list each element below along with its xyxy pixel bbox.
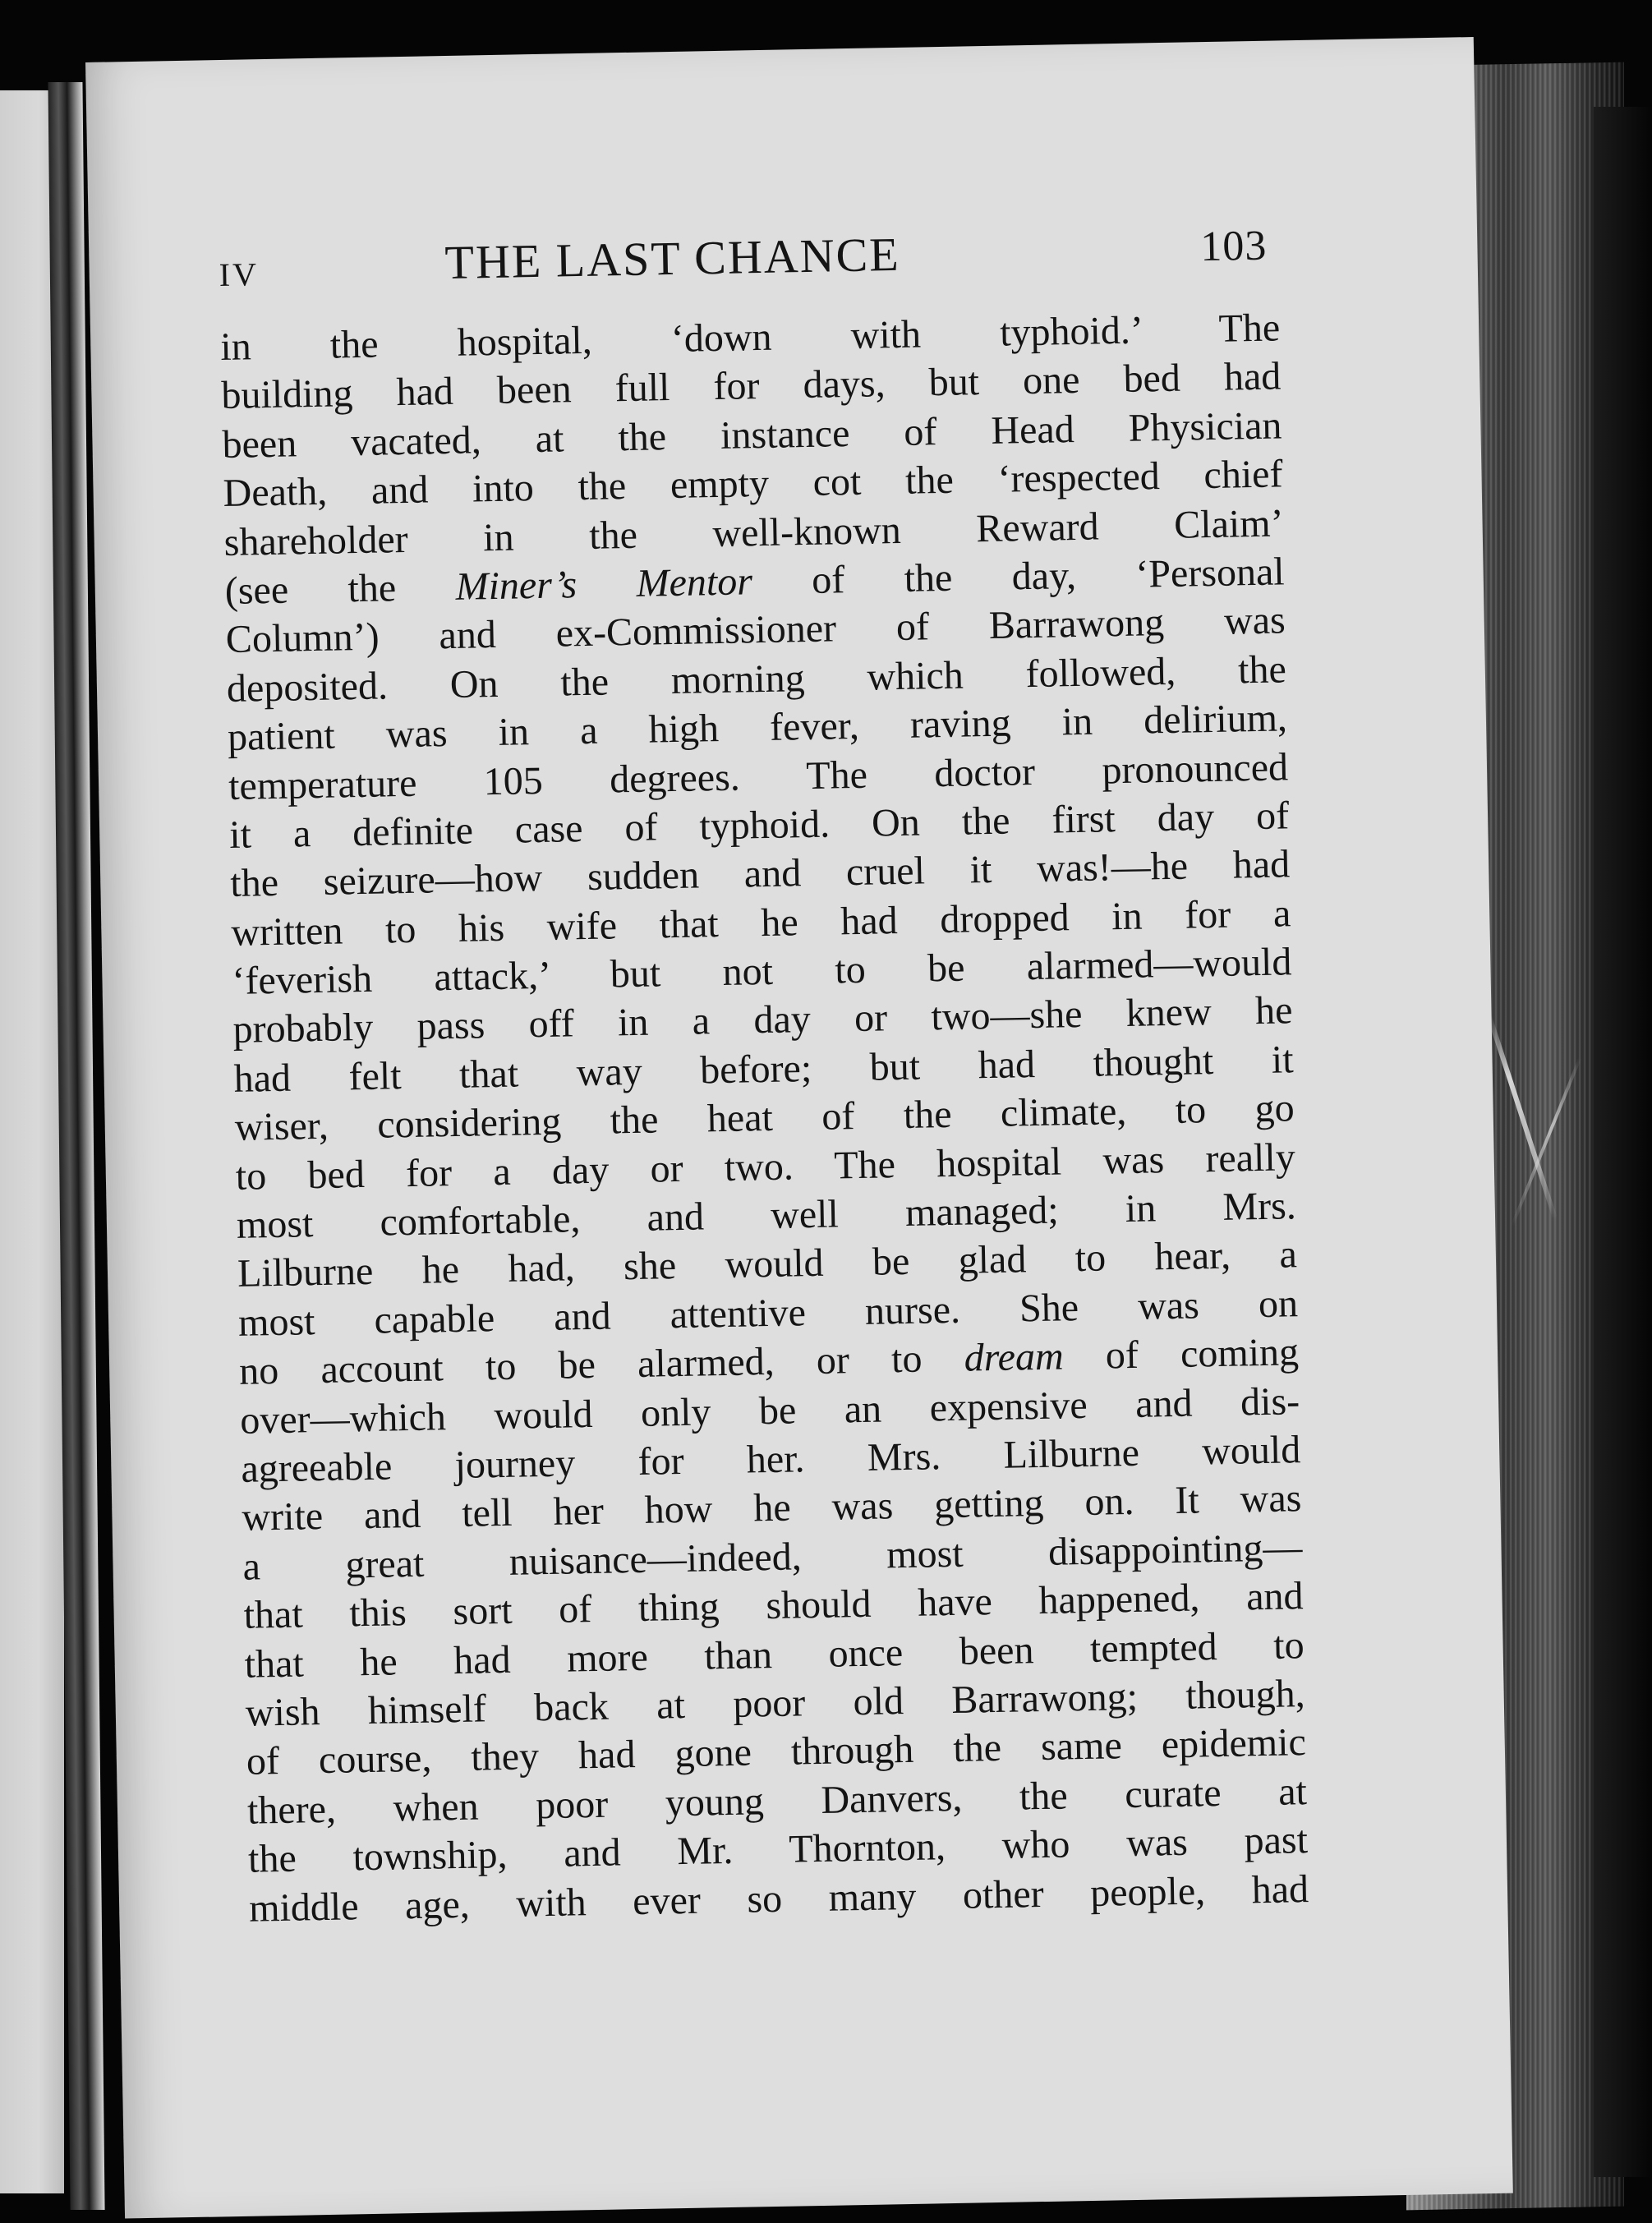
text-line: a great nuisance—indeed, most disappointing— — [242, 1525, 1303, 1589]
scan-background-right — [1594, 107, 1652, 2177]
text-line: the seizure—how sudden and cruel it was!—he had — [229, 842, 1291, 906]
text-line: that this sort of thing should have happened, and — [243, 1574, 1304, 1637]
text-line: Lilburne he had, she would be glad to hear, a — [237, 1232, 1298, 1296]
text-run: of the day, ‘Personal — [752, 550, 1286, 604]
text-run: of coming — [1063, 1330, 1300, 1378]
text-line: Death, and into the empty cot the ‘respected chief — [223, 452, 1283, 516]
body-text — [220, 303, 1309, 1932]
text-line: there, when poor young Danvers, the curate at — [246, 1769, 1308, 1833]
text-line: over—which would only be an expensive and dis- — [239, 1378, 1300, 1443]
text-line: been vacated, at the instance of Head Physician — [222, 403, 1282, 467]
chapter-number: IV — [219, 255, 260, 294]
text-line: that he had more than once been tempted to — [244, 1622, 1305, 1687]
text-line: temperature 105 degrees. The doctor pronounced — [228, 744, 1289, 808]
text-line: shareholder in the well-known Reward Claim’ — [223, 500, 1285, 564]
text-line: agreeable journey for her. Mrs. Lilburne would — [240, 1428, 1301, 1491]
text-line: most capable and attentive nurse. She was on — [237, 1282, 1299, 1345]
text-run: no account to be alarmed, or to — [238, 1336, 965, 1394]
text-line: middle age, with ever so many other people, had — [248, 1866, 1309, 1931]
page-number: 103 — [1199, 222, 1268, 271]
text-line: the township, and Mr. Thornton, who was past — [247, 1818, 1309, 1881]
text-line: Column’) and ex-Commissioner of Barrawong was — [225, 598, 1286, 662]
text-line: written to his wife that he had dropped in for a — [230, 891, 1291, 955]
text-line: in the hospital, ‘down with typhoid.’ The — [219, 306, 1281, 370]
text-line: had felt that way before; but had thought it — [233, 1038, 1294, 1101]
text-line: to bed for a day or two. The hospital was really — [235, 1135, 1296, 1199]
text-line: deposited. On the morning which followed, the — [226, 647, 1287, 711]
text-line: ‘feverish attack,’ but not to be alarmed—would — [232, 940, 1292, 1003]
text-line: building had been full for days, but one bed had — [220, 354, 1282, 418]
text-line: probably pass off in a day or two—she knew he — [232, 988, 1293, 1052]
text-line: wiser, considering the heat of the climate, to go — [234, 1086, 1295, 1150]
book-page — [85, 37, 1513, 2219]
text-line: it a definite case of typhoid. On the first day of — [228, 794, 1290, 857]
italic-text: dream — [964, 1334, 1065, 1380]
text-line: most comfortable, and well managed; in Mrs. — [236, 1184, 1297, 1247]
text-line: write and tell her how he was getting on. It was — [242, 1476, 1302, 1540]
running-head — [219, 213, 1279, 306]
text-line: of course, they had gone through the same epidemic — [246, 1720, 1307, 1784]
running-title: THE LAST CHANCE — [444, 227, 901, 290]
text-line: wish himself back at poor old Barrawong; though, — [245, 1672, 1306, 1735]
italic-text: Miner’s Mentor — [455, 559, 753, 609]
text-line: patient was in a high fever, raving in delirium, — [227, 696, 1288, 760]
text-run: (see the — [224, 564, 457, 613]
